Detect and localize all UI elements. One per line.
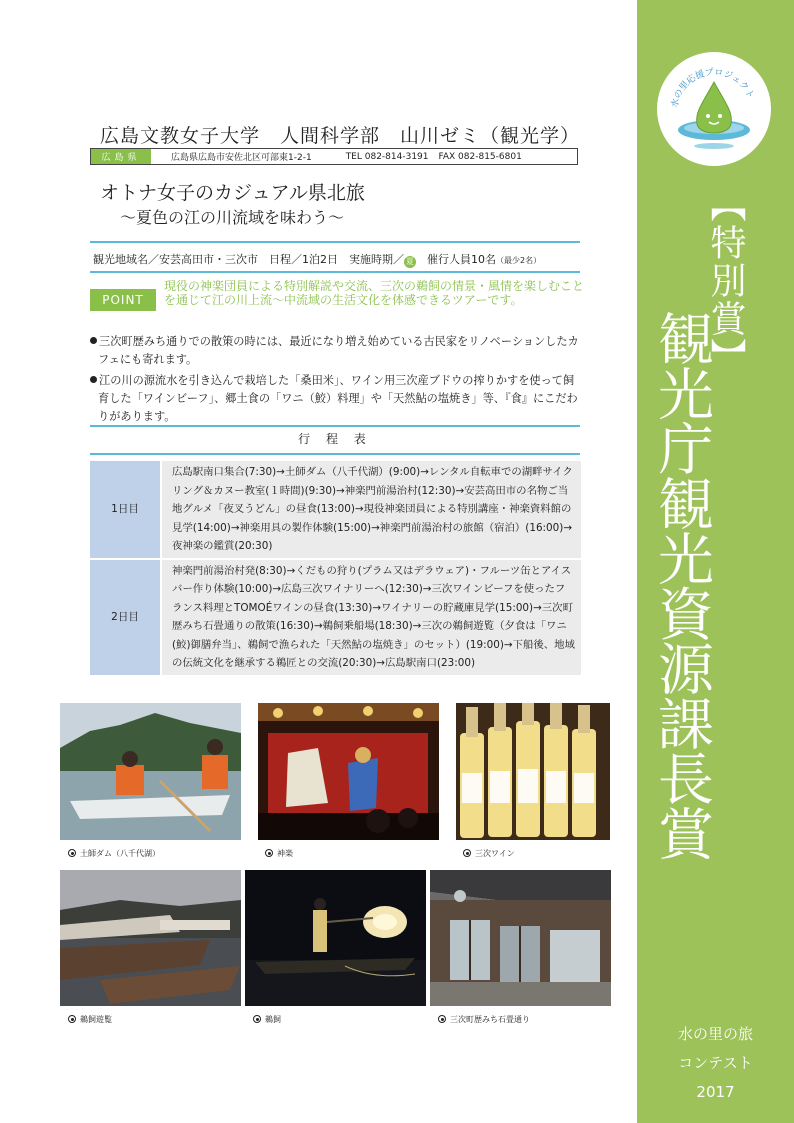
meta-minimum: （最少2名） <box>496 256 542 265</box>
photo-caption <box>253 1014 281 1025</box>
season-badge: 夏 <box>406 257 414 266</box>
special-award-label: 【特別賞】 <box>705 186 746 376</box>
contest-line-2: コンテスト <box>678 1054 753 1072</box>
water-drop-mascot-icon <box>657 52 771 166</box>
photo-old-street <box>430 870 611 1006</box>
day-schedule: 広島駅南口集合(7:30)→土師ダム（八千代湖）(9:00)→レンタル自転車での湖畔サイクリング＆カヌー教室(１時間)(9:30)→神楽門前湯治村(12:30)→安芸高田市の名物ご当地グルメ「夜叉うどん」の昼食(13:00)→現役神楽団員による特別講座・神楽資料館の見学(14:00)→神楽用具の製作体験(15:00)→神楽門前湯治村の旅館（宿泊）(16:00)→夜神楽の鑑賞(20:30) <box>160 461 581 558</box>
caption-bullet-icon <box>438 1015 446 1023</box>
photo-cormorant-fishing <box>245 870 426 1006</box>
tour-subtitle: ～夏色の江の川流域を味わう～ <box>120 208 345 227</box>
meta-people: 催行人員10名 <box>416 253 496 266</box>
logo-text: 水の里応援プロジェクト <box>670 67 756 109</box>
caption-text: 三次町歴みち石畳通り <box>450 1015 530 1024</box>
photo-lake-canoe <box>60 703 241 840</box>
day-label: 2日目 <box>90 560 160 675</box>
contest-year: 2017 <box>696 1083 735 1101</box>
fax: FAX 082-815-6801 <box>438 151 522 162</box>
photo-caption <box>68 1014 112 1025</box>
photo-caption <box>463 848 515 859</box>
itinerary-table <box>90 459 581 677</box>
divider <box>90 425 580 427</box>
divider <box>90 453 580 455</box>
award-title: 観光庁観光資源課長賞 <box>649 310 714 860</box>
list-item-text: 江の川の源流水を引き込んで栽培した「桑田米」、ワイン用三次産ブドウの搾りかすを使って飼育した「ワインビーフ」、郷土食の「ワニ（鮫）料理」や「天然鮎の塩焼き」等、『食』にこだわりがあります。 <box>98 374 578 423</box>
photo-caption <box>438 1014 530 1025</box>
caption-bullet-icon <box>68 849 76 857</box>
tour-meta <box>93 251 541 268</box>
photo-wine <box>456 703 610 840</box>
day-label: 1日目 <box>90 461 160 558</box>
address: 広島県広島市安佐北区可部東1-2-1 <box>171 153 312 163</box>
award-sidebar <box>637 0 794 1123</box>
bullet-icon <box>90 337 97 344</box>
caption-bullet-icon <box>265 849 273 857</box>
photo-caption <box>265 848 293 859</box>
contest-line-1: 水の里の旅 <box>677 1025 753 1043</box>
contact-bar <box>90 148 578 165</box>
bullet-icon <box>90 376 97 383</box>
point-text: 現役の神楽団員による特別解説や交流、三次の鵜飼の情景・風情を楽しむことを通じて江の川上流～中流域の生活文化を体感できるツアーです。 <box>164 279 585 307</box>
telephone: TEL 082-814-3191 <box>345 151 429 162</box>
project-logo <box>657 52 771 166</box>
table-row <box>90 461 581 558</box>
tour-title: オトナ女子のカジュアル県北旅 <box>100 182 365 204</box>
table-row <box>90 560 581 675</box>
photo-caption <box>68 848 160 859</box>
caption-text: 鵜飼 <box>265 1015 281 1024</box>
photo-kagura <box>258 703 439 840</box>
prefecture-badge: 広島県 <box>91 149 151 164</box>
caption-bullet-icon <box>253 1015 261 1023</box>
caption-text: 神楽 <box>277 849 293 858</box>
caption-text: 三次ワイン <box>475 849 515 858</box>
point-badge: POINT <box>90 289 156 311</box>
caption-bullet-icon <box>463 849 471 857</box>
photo-cormorant-boats <box>60 870 241 1006</box>
caption-text: 土師ダム（八千代湖） <box>80 849 160 858</box>
divider <box>90 271 580 273</box>
organization-name: 広島文教女子大学 人間科学部 山川ゼミ（観光学） <box>100 125 581 147</box>
caption-bullet-icon <box>68 1015 76 1023</box>
list-item <box>90 333 585 369</box>
list-item <box>90 372 585 426</box>
caption-text: 鵜飼遊覧 <box>80 1015 112 1024</box>
contest-name <box>637 1020 794 1107</box>
divider <box>90 241 580 243</box>
feature-list <box>90 333 585 429</box>
meta-area-schedule: 観光地域名／安芸高田市・三次市 日程／1泊2日 実施時期／ <box>93 253 404 266</box>
itinerary-heading: 行 程 表 <box>298 432 372 446</box>
list-item-text: 三次町歴みち通りでの散策の時には、最近になり増え始めている古民家をリノベーションしたカフェにも寄れます。 <box>98 335 579 366</box>
day-schedule: 神楽門前湯治村発(8:30)→くだもの狩り(プラム又はデラウェア)・フルーツ缶とアイスバー作り体験(10:00)→広島三次ワイナリーへ(12:30)→三次ワインビーフを使ったフランス料理とTOMOÉワインの昼食(13:30)→ワイナリーの貯蔵庫見学(15:00)→三次町歴みち石畳通りの散策(16:30)→鵜飼乗船場(18:30)→三次の鵜飼遊覧（夕食は「ワニ(鮫)御膳弁当」、鵜飼で漁られた「天然鮎の塩焼き」のセット）(19:00)→下船後、地域の伝統文化を継承する鵜匠との交流(20:30)→広島駅南口(23:00) <box>160 560 581 675</box>
